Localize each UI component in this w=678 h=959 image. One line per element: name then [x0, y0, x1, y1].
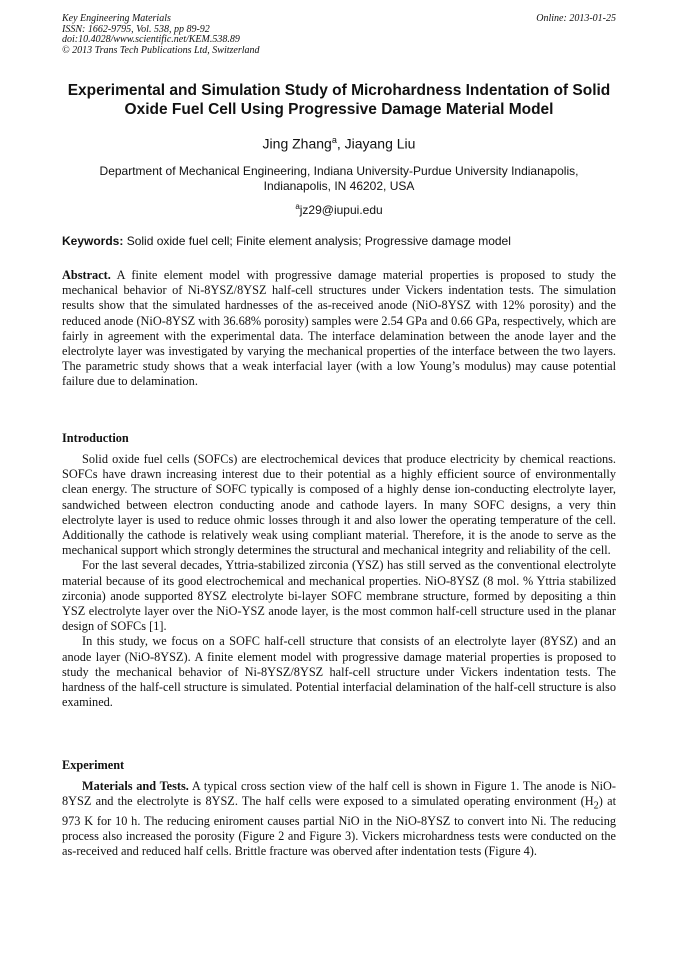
author-separator: , — [336, 135, 345, 152]
issn: ISSN: 1662-9795, Vol. 538, pp 89-92 — [62, 23, 210, 35]
email-address[interactable]: jz29@iupui.edu — [299, 203, 383, 217]
paragraph: For the last several decades, Yttria-stabilized zirconia (YSZ) has still served as the conventional electrolyte material because of its good electrochemical and mechanical properties. NiO-8YSZ (8 mol. % Yttria stabilized zirconia) anode supported 8YSZ electrolyte bi-layer SOFC membrane structure, formed by depositing a thin YSZ electrolyte layer over the NiO-YSZ anode layer, is the most common half-cell structure used in the planar design of SOFCs [1]. — [62, 558, 616, 634]
author-name: Jing Zhang — [262, 135, 332, 152]
email-superscript: a — [295, 202, 300, 211]
subscript: 2 — [593, 800, 599, 812]
author-name: Jiayang Liu — [344, 135, 416, 152]
abstract-text: A finite element model with progressive damage material properties is proposed to study the mechanical behavior of Ni-8YSZ/8YSZ half-cell structures under Vickers indentation tests. The simulation results show that the simulated hardnesses of the as-received anode (NiO-8YSZ with 12% porosity) and the reduced anode (NiO-8YSZ with 36.68% porosity) samples were 2.54 GPa and 0.66 GPa, respectively, which are fairly in agreement with the experimental data. The interface delamination between the anode layer and the electrolyte layer was investigated by varying the mechanical properties of the interface between the two layers. The parametric study shows that a weak interfacial layer (with a low Young’s modulus) may cause potential failure due to delamination. — [62, 268, 616, 389]
paragraph-text: A typical cross section view of the half cell is shown in Figure 1. The anode is NiO-8YSZ and the electrolyte is 8YSZ. The half cells were exposed to a simulated operating environment (H — [62, 779, 616, 809]
affiliation — [62, 164, 616, 194]
paragraph: In this study, we focus on a SOFC half-cell structure that consists of an electrolyte layer (8YSZ) and an anode layer (NiO-8YSZ). A finite element model with progressive damage material properties is proposed to study the mechanical behavior of Ni-8YSZ/8YSZ half-cell structure under Vickers indentation tests. The hardness of the half-cell structure is simulated. Potential interfacial delamination of the half-cell structure is also examined. — [62, 634, 616, 710]
section-heading-introduction: Introduction — [62, 431, 129, 445]
keywords-text: Solid oxide fuel cell; Finite element analysis; Progressive damage model — [123, 234, 511, 248]
affiliation-line: Indianapolis, IN 46202, USA — [263, 179, 415, 193]
journal-header — [62, 14, 616, 56]
paragraph-text: ) at 973 K for 10 h. The reducing eniroment causes partial NiO in the NiO-8YSZ to convert into Ni. The reducing process also increased the porosity (Figure 2 and Figure 3). Vickers microhardness tests were conducted on the as-received and reduced half cells. Brittle fracture was oberved after indentation tests (Figure 4). — [62, 794, 616, 859]
paragraph: Solid oxide fuel cells (SOFCs) are electrochemical devices that produce electricity by chemical reactions. SOFCs have drawn increasing interest due to their potential as a highly efficient source of environmentally clean energy. The structure of SOFC typically is composed of a highly dense ion-conducting electrolyte layer, sandwiched between electron conducting anode and cathode layers. In many SOFC designs, a very thin electrolyte layer is used to reduce ohmic losses through it and also lower the operating temperature of the cell. Additionally the cathode is relatively weak using compliant material. Therefore, it is the anode to serve as the mechanical support which strongly determines the structural and mechanical integrity and reliability of the cell. — [62, 452, 616, 558]
copyright: © 2013 Trans Tech Publications Ltd, Switzerland — [62, 44, 260, 56]
subsection-lead: Materials and Tests. — [82, 779, 189, 793]
online-date: Online: 2013-01-25 — [536, 13, 616, 24]
experiment-body — [62, 779, 616, 859]
keywords — [62, 234, 616, 249]
author-list — [62, 132, 616, 152]
author-superscript: a — [331, 135, 337, 145]
author-email — [62, 199, 616, 218]
affiliation-line: Department of Mechanical Engineering, Indiana University-Purdue University Indianapolis, — [99, 164, 579, 178]
introduction-body — [62, 452, 616, 710]
abstract-label: Abstract. — [62, 268, 111, 282]
keywords-label: Keywords: — [62, 234, 124, 248]
paper-title: Experimental and Simulation Study of Microhardness Indentation of Solid Oxide Fuel Cell Using Progressive Damage Material Model — [67, 82, 611, 118]
section-heading-experiment: Experiment — [62, 758, 125, 772]
doi[interactable]: doi:10.4028/www.scientific.net/KEM.538.89 — [62, 34, 240, 45]
paragraph — [62, 779, 616, 859]
journal-name: Key Engineering Materials — [62, 13, 171, 24]
abstract — [62, 268, 616, 390]
